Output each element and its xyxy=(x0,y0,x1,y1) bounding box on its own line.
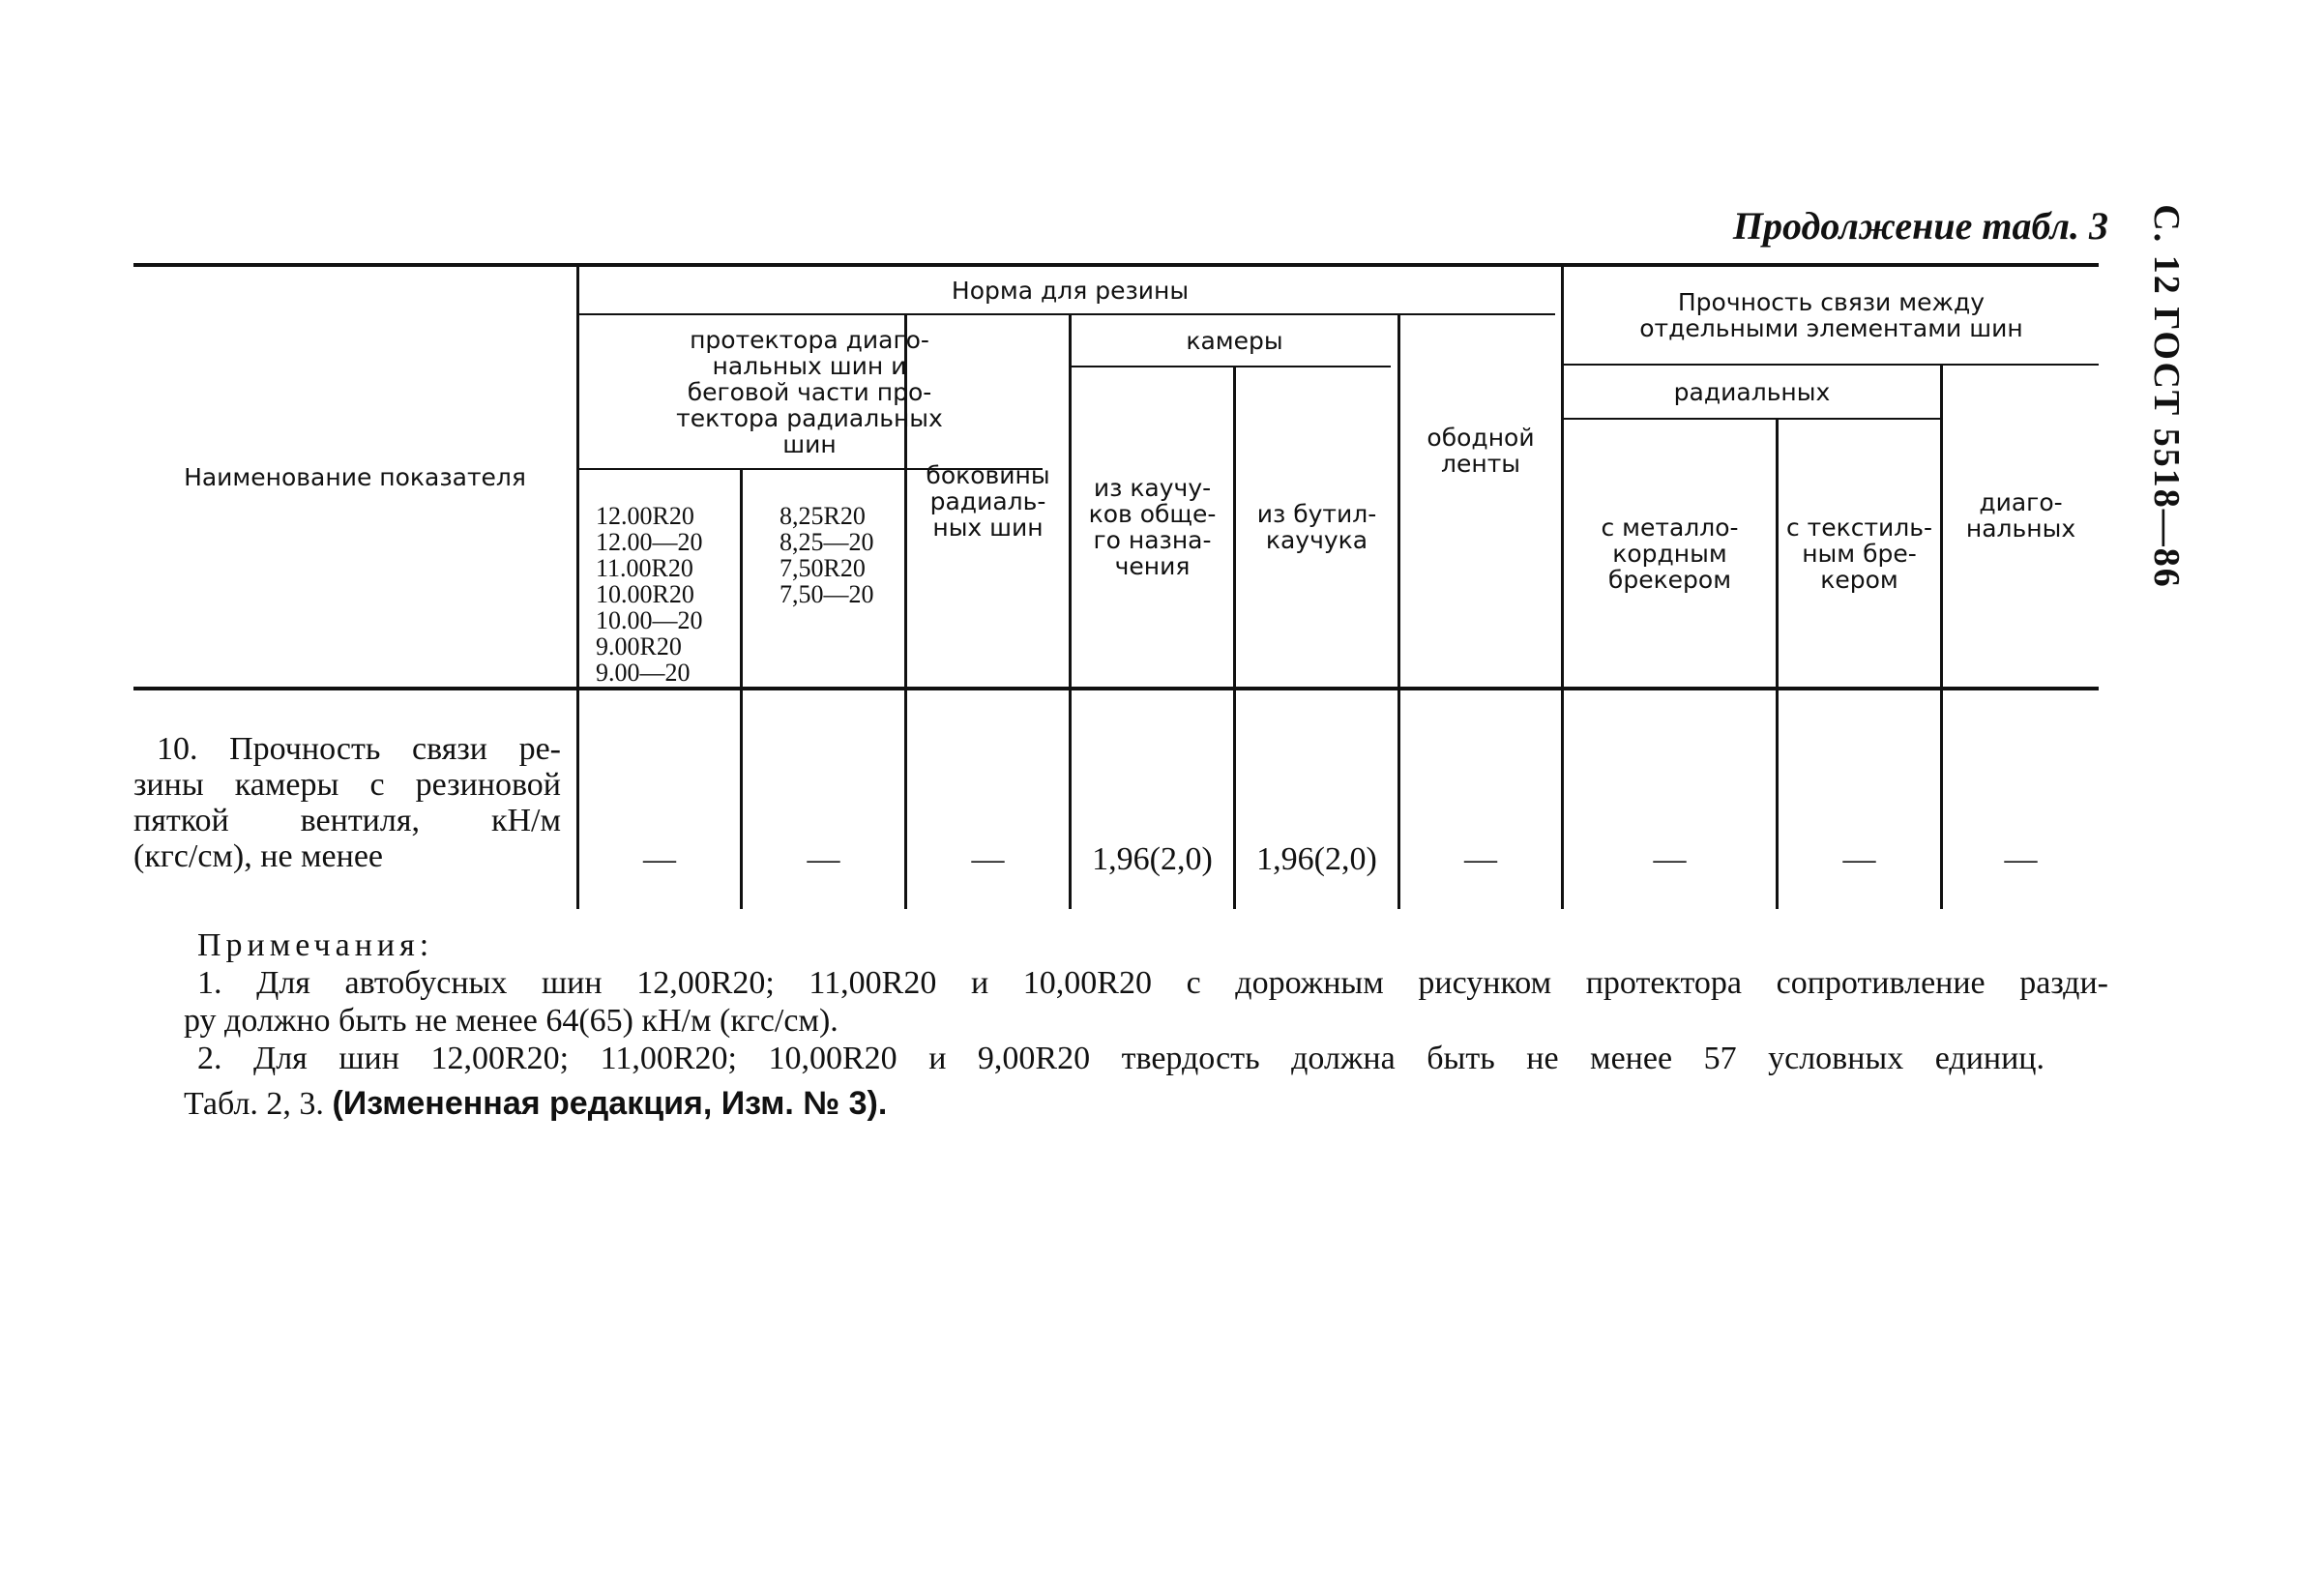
header-sidewall: боковины радиаль- ных шин xyxy=(926,460,1050,542)
row-label-line: (кгс/см), не менее xyxy=(133,838,384,874)
header-rim-tape: ободной ленты xyxy=(1427,424,1535,478)
value-cell: — xyxy=(1653,841,1687,877)
header-tube-general: из каучу- ков обще- го назна- чения xyxy=(1088,474,1217,580)
side-header-text: С. 12 ГОСТ 5518—86 xyxy=(2146,204,2187,589)
header-radial: радиальных xyxy=(1673,377,1831,406)
note-2: 2. Для шин 12,00R20; 11,00R20; 10,00R20 и 9,00R20 твердость должна быть не менее 57 условных единиц. xyxy=(197,1041,2045,1076)
value-cell: — xyxy=(971,841,1005,877)
notes-heading: Примечания: xyxy=(197,927,434,963)
value-cell: — xyxy=(807,841,840,877)
row-label-line: пяткой вентиля, кН/м xyxy=(133,803,561,838)
header-tube: камеры xyxy=(1186,326,1283,355)
amendment-prefix: Табл. 2, 3. xyxy=(184,1086,324,1122)
amendment-line xyxy=(184,1085,2108,1123)
header-tube-butyl: из бутил- каучука xyxy=(1256,500,1377,554)
value-cell: — xyxy=(1842,841,1876,877)
header-rubber-norm: Норма для резины xyxy=(951,276,1190,305)
header-metal-cord: с металло- кордным брекером xyxy=(1601,513,1739,594)
header-textile: с текстиль- ным бре- кером xyxy=(1785,513,1933,594)
value-cell: — xyxy=(643,841,676,877)
value-cell: 1,96(2,0) xyxy=(1092,841,1213,877)
continuation-title: Продолжение табл. 3 xyxy=(1732,204,2108,248)
data-table xyxy=(133,263,2099,909)
note-1-line-1: 1. Для автобусных шин 12,00R20; 11,00R20 и 10,00R20 с дорожным рисунком протектора сопротивление разди- xyxy=(197,965,2108,1001)
header-indicator-name: Наименование показателя xyxy=(184,462,526,491)
row-label-line: 10. Прочность связи ре- xyxy=(157,731,561,767)
amendment-text: (Измененная редакция, Изм. № 3). xyxy=(332,1085,888,1122)
header-bottom-rule xyxy=(133,687,2099,690)
notes-section xyxy=(184,926,2108,1123)
side-page-header xyxy=(2133,204,2200,589)
note-1-line-2: ру должно быть не менее 64(65) кН/м (кгс/см). xyxy=(184,1003,838,1039)
row-label-line: зины камеры с резиновой xyxy=(133,767,561,803)
value-cell: 1,96(2,0) xyxy=(1256,841,1377,877)
header-tread: протектора диаго- нальных шин и беговой части про- тектора радиальных шин xyxy=(676,325,943,458)
header-bond-strength: Прочность связи между отдельными элементами шин xyxy=(1639,288,2023,342)
header-sizes-group1: 12.00R20 12.00—20 11.00R20 10.00R20 10.00—20 9.00R20 9.00—20 xyxy=(596,502,703,687)
header-bias: диаго- нальных xyxy=(1965,488,2076,543)
header-sizes-group2: 8,25R20 8,25—20 7,50R20 7,50—20 xyxy=(780,502,874,608)
value-cell: — xyxy=(2004,841,2038,877)
value-cell: — xyxy=(1464,841,1497,877)
